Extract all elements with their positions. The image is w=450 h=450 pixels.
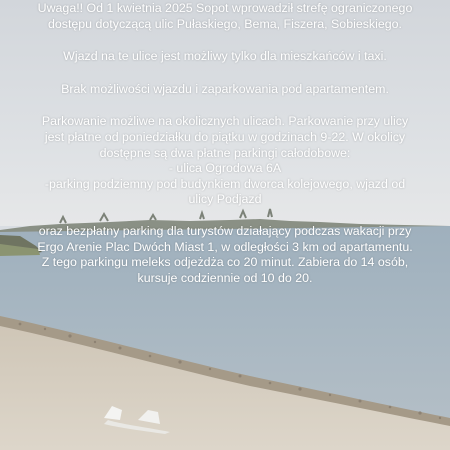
parking-info-line: jest płatne od poniedziałku do piątku w godzinach 9-22. W okolicy (44, 129, 406, 144)
parking-info-line: dostępne są dwa płatne parkingi całodobowe: (99, 145, 351, 160)
free-parking-line: Z tego parkingu meleks odjeżdża co 20 minut. Zabiera do 14 osób, (41, 255, 409, 270)
parking-info-line: - ulica Ogrodowa 6A (168, 161, 282, 176)
residents-only-line: Wjazd na te ulice jest możliwy tylko dla mieszkańców i taxi. (63, 49, 387, 64)
free-parking-line: Ergo Arenie Plac Dwóch Miast 1, w odległości 3 km od apartamentu. (37, 239, 413, 254)
notice-headline-line: dostępu dotyczącą ulic Pułaskiego, Bema, Fiszera, Sobieskiego. (47, 16, 402, 31)
parking-info-line: -parking podziemny pod budynkiem dworca kolejowego, wjazd od (44, 176, 406, 191)
no-parking-line: Brak możliwości wjazdu i zaparkowania pod apartamentem. (61, 81, 389, 96)
notice-headline-line: Uwaga!! Od 1 kwietnia 2025 Sopot wprowadził strefę ograniczonego (37, 1, 413, 15)
free-parking-line: kursuje codziennie od 10 do 20. (137, 270, 313, 285)
free-parking-line: oraz bezpłatny parking dla turystów działający podczas wakacji przy (38, 223, 412, 238)
parking-info-line: Parkowanie możliwe na okolicznych ulicach. Parkowanie przy ulicy (41, 114, 409, 129)
parking-info-line: ulicy Podjazd (188, 192, 262, 207)
